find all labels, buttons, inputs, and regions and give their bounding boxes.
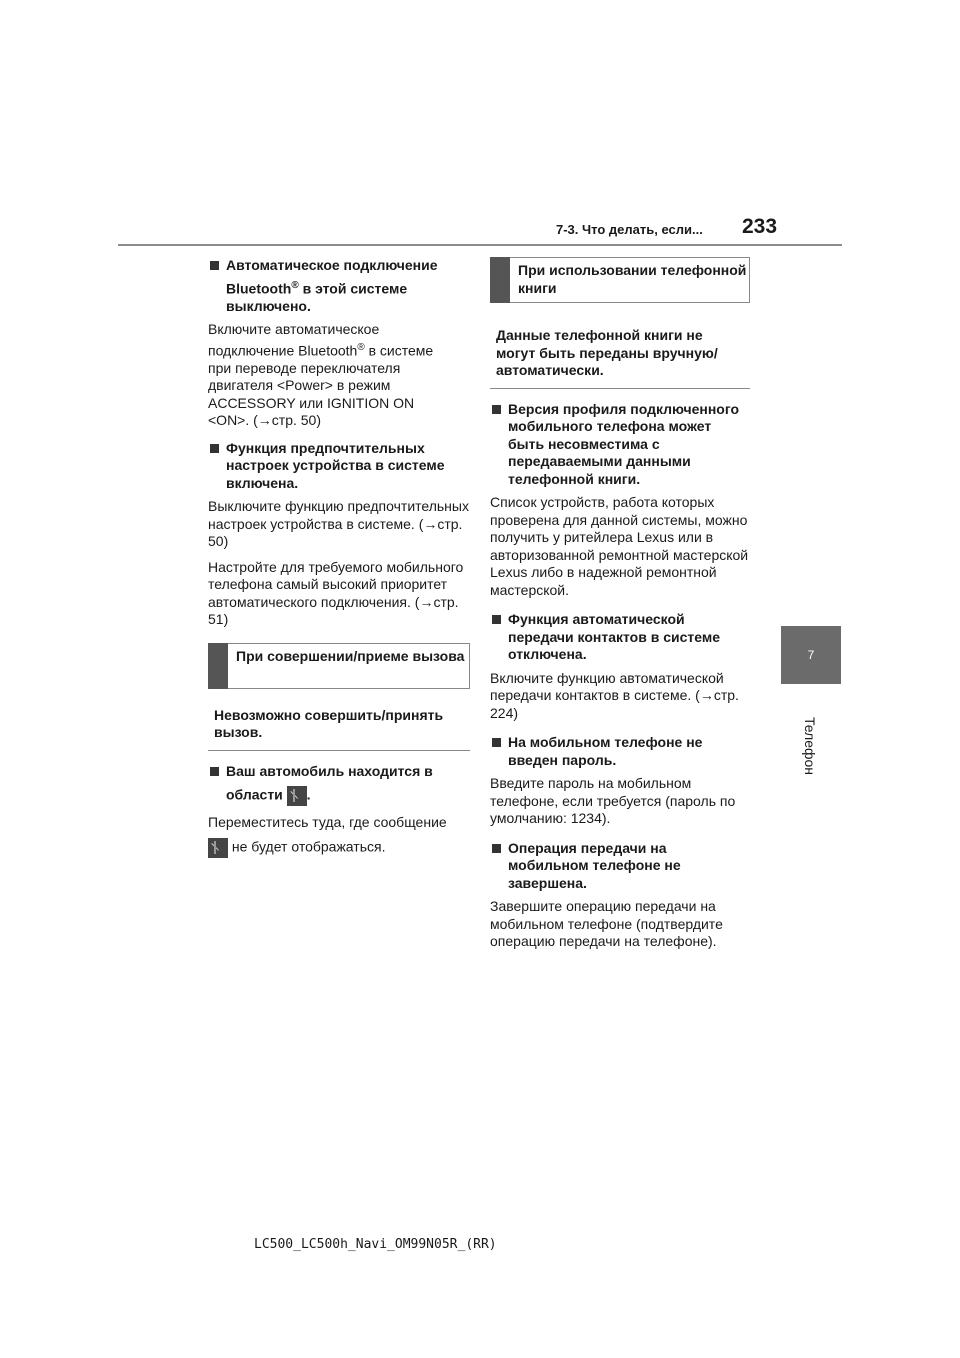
bullet-square-icon [210, 444, 219, 453]
heading-profile-version: Версия профиля подключенного мобильного телефона может быть несовместима с передаваемыми данными телефонной книги. [490, 401, 750, 489]
heading-no-signal-area: Ваш автомобиль находится в области . [208, 763, 470, 807]
chapter-number: 7 [807, 648, 815, 662]
section-box-phonebook: При использовании телефонной книги [490, 257, 750, 303]
heading-preferred-settings: Функция предпочтительных настроек устройства в системе включена. [208, 440, 470, 493]
bullet-square-icon [492, 844, 501, 853]
paragraph-enable-transfer: Включите функцию автоматической передачи контактов в системе. (→стр. 224) [490, 669, 739, 721]
paragraph-auto-connect: Включите автоматическое подключение Bluetooth® в системе при переводе переключателя двигателя <Power> в режим ACCESSORY или IGNITION ON <ON>. (→стр. 50) [208, 321, 434, 429]
header-rule [118, 244, 842, 246]
subsection-phonebook-transfer: Данные телефонной книги не могут быть переданы вручную/ автоматически. [490, 319, 750, 389]
bullet-square-icon [210, 261, 219, 270]
bullet-square-icon [210, 767, 219, 776]
chapter-tab [781, 626, 841, 684]
section-title: 7-3. Что делать, если... [556, 222, 703, 237]
no-signal-icon [208, 838, 228, 858]
bullet-square-icon [492, 405, 501, 414]
chapter-label: Телефон [802, 716, 818, 776]
box-bar [490, 257, 510, 303]
paragraph-move: Переместитесь туда, где сообщение не будет отображаться. [208, 814, 470, 858]
bullet-square-icon [492, 738, 501, 747]
box-bar [208, 643, 228, 689]
bullet-square-icon [492, 615, 501, 624]
heading-transfer-incomplete: Операция передачи на мобильном телефоне не завершена. [490, 840, 750, 893]
paragraph-device-list: Список устройств, работа которых проверена для данной системы, можно получить у ритейлера Lexus или в авторизованной ремонтной мастерской Lexus либо в надежной ремонтной мастерской. [490, 494, 749, 598]
no-signal-icon [287, 786, 307, 806]
paragraph-complete-transfer: Завершите операцию передачи на мобильном телефоне (подтвердите операцию передачи на телефоне). [490, 898, 723, 949]
section-box-calls: При совершении/приеме вызова [208, 643, 470, 689]
left-column [208, 257, 470, 866]
page-number: 233 [742, 215, 778, 238]
heading-no-password: На мобильном телефоне не введен пароль. [490, 734, 750, 769]
right-column [490, 257, 750, 959]
subsection-cannot-call: Невозможно совершить/принять вызов. [208, 699, 470, 751]
heading-auto-connect: Автоматическое подключение Bluetooth® в этой системе выключено. [208, 257, 470, 315]
heading-auto-transfer: Функция автоматической передачи контактов в системе отключена. [490, 611, 750, 664]
document-code: LC500_LC500h_Navi_OM99N05R_(RR) [254, 1237, 497, 1252]
paragraph-enter-password: Введите пароль на мобильном телефоне, если требуется (пароль по умолчанию: 1234). [490, 775, 736, 826]
paragraph-preferred-off: Выключите функцию предпочтительных настроек устройства в системе. (→стр. 50) [208, 498, 469, 550]
paragraph-priority: Настройте для требуемого мобильного телефона самый высокий приоритет автоматического подключения. (→стр. 51) [208, 558, 464, 628]
